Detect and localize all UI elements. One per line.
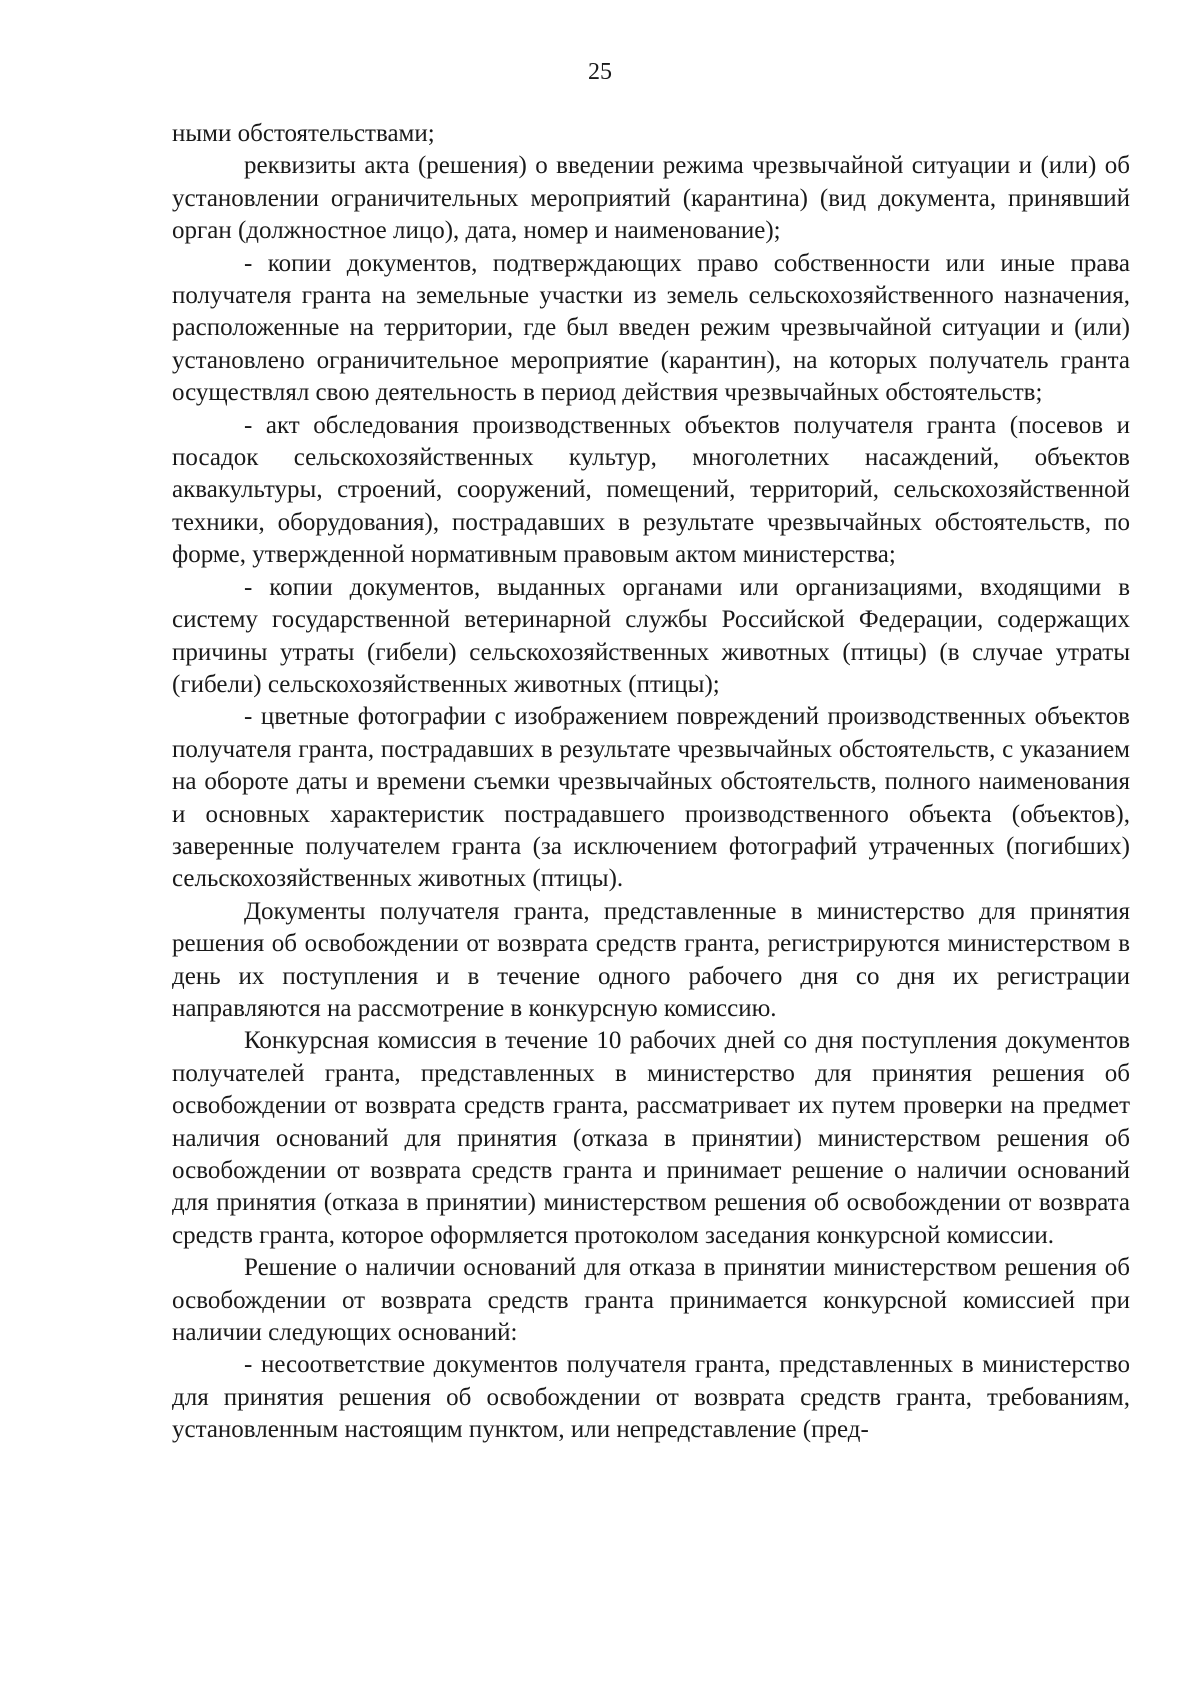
paragraph-color-photos: - цветные фотографии с изображением повреждений производственных объектов получателя гранта, пострадавших в результате чрезвычайных обстоятельств, с указанием на обороте даты и времени съемки чрезвычайных обстоятельств, полного наименования и основных характеристик пострадавшего производственного объекта (объектов), заверенные получателем гранта (за исключением фотографий утраченных (погибших) сельскохозяйственных животных (птицы). (172, 703, 1130, 893)
paragraph-land-ownership-docs: - копии документов, подтверждающих право собственности или иные права получателя гранта на земельные участки из земель сельскохозяйственного назначения, расположенные на территории, где был введен режим чрезвычайной ситуации и (или) установлено ограничительное мероприятие (карантин), на которых получатель гранта осуществлял свою деятельность в период действия чрезвычайных обстоятельств; (172, 249, 1130, 407)
paragraph-refusal-decision: Решение о наличии оснований для отказа в принятии министерством решения об освобождении от возврата средств гранта принимается конкурсной комиссией при наличии следующих оснований: (172, 1254, 1130, 1347)
document-body (172, 118, 1130, 1447)
paragraph-noncompliance: - несоответствие документов получателя гранта, представленных в министерство для принятия решения об освобождении от возврата средств гранта, требованиям, установленным настоящим пунктом, или непредставление (пред- (172, 1351, 1130, 1444)
paragraph-registration: Документы получателя гранта, представленные в министерство для принятия решения об освобождении от возврата средств гранта, регистрируются министерством в день их поступления и в течение одного рабочего дня со дня их регистрации направляются на рассмотрение в конкурсную комиссию. (172, 897, 1130, 1022)
page-number: 25 (588, 59, 612, 85)
paragraph-commission-review: Конкурсная комиссия в течение 10 рабочих дней со дня поступления документов получателей гранта, представленных в министерство для принятия решения об освобождении от возврата средств гранта, рассматривает их путем проверки на предмет наличия оснований для принятия (отказа в принятии) министерством решения об освобождении от возврата средств гранта и принимает решение о наличии оснований для принятия (отказа в принятии) министерством решения об освобождении от возврата средств гранта, которое оформляется протоколом заседания конкурсной комиссии. (172, 1027, 1130, 1249)
paragraph-continuation: ными обстоятельствами; (172, 120, 435, 147)
paragraph-act-details: реквизиты акта (решения) о введении режима чрезвычайной ситуации и (или) об установлении ограничительных мероприятий (карантина) (вид документа, принявший орган (должностное лицо), дата, номер и наименование); (172, 152, 1130, 245)
paragraph-inspection-act: - акт обследования производственных объектов получателя гранта (посевов и посадок сельскохозяйственных культур, многолетних насаждений, объектов аквакультуры, строений, сооружений, помещений, территорий, сельскохозяйственной техники, оборудования), пострадавших в результате чрезвычайных обстоятельств, по форме, утвержденной нормативным правовым актом министерства; (172, 411, 1130, 569)
paragraph-veterinary-docs: - копии документов, выданных органами или организациями, входящими в систему государственной ветеринарной службы Российской Федерации, содержащих причины утраты (гибели) сельскохозяйственных животных (птицы) (в случае утраты (гибели) сельскохозяйственных животных (птицы); (172, 573, 1130, 698)
